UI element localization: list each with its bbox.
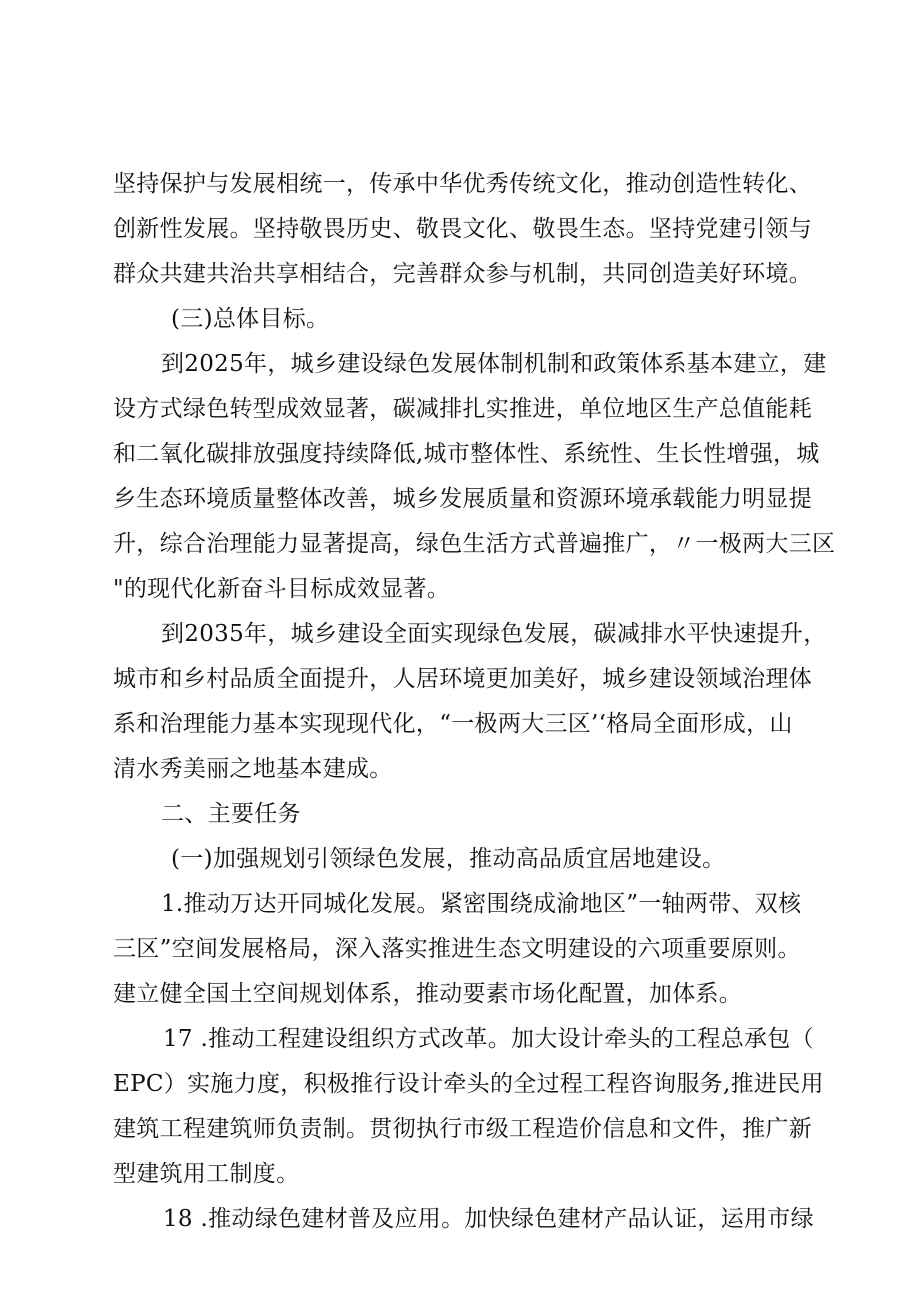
paragraph-line: 创新性发展。坚持敬畏历史、敬畏文化、敬畏生态。坚持党建引领与 <box>113 216 812 242</box>
section-heading: (三)总体目标。 <box>171 306 330 332</box>
paragraph-line: EPC）实施力度，积极推行设计牵头的全过程工程咨询服务,推进民用 <box>113 1071 824 1097</box>
paragraph-line: 17 .推动工程建设组织方式改革。加大设计牵头的工程总承包（ <box>163 1026 814 1052</box>
paragraph-line: 建立健全国土空间规划体系，推动要素市场化配置，加体系。 <box>113 981 743 1007</box>
paragraph-line: 和二氧化碳排放强度持续降低,城市整体性、系统性、生长性增强，城 <box>113 441 820 467</box>
paragraph-line: 到2035年，城乡建设全面实现绿色发展，碳减排水平快速提升， <box>161 621 827 647</box>
paragraph-line: 三区”空间发展格局，深入落实推进生态文明建设的六项重要原则。 <box>113 936 801 962</box>
paragraph-line: 系和治理能力基本实现现代化，“一极两大三区’‘格局全面形成，山 <box>113 711 793 737</box>
paragraph-line: 建筑工程建筑师负责制。贯彻执行市级工程造价信息和文件，推广新 <box>113 1116 812 1142</box>
document-body <box>113 162 836 1242</box>
paragraph-line: 坚持保护与发展相统一，传承中华优秀传统文化，推动创造性转化、 <box>113 171 812 197</box>
paragraph-line: 城市和乡村品质全面提升，人居环境更加美好，城乡建设领域治理体 <box>113 666 812 692</box>
paragraph-line: 设方式绿色转型成效显著，碳减排扎实推进，单位地区生产总值能耗 <box>113 396 812 422</box>
paragraph-line: 乡生态环境质量整体改善，城乡发展质量和资源环境承载能力明显提 <box>113 486 812 512</box>
paragraph-line: 群众共建共治共享相结合，完善群众参与机制，共同创造美好环境。 <box>113 261 812 287</box>
paragraph-line: 到2025年，城乡建设绿色发展体制机制和政策体系基本建立，建 <box>161 351 827 377</box>
section-heading: 二、主要任务 <box>161 801 301 827</box>
paragraph-line: 1.推动万达开同城化发展。紧密围绕成渝地区”一轴两带、双核 <box>161 891 802 917</box>
subsection-heading: (一)加强规划引领绿色发展，推动高品质宜居地建设。 <box>171 846 726 872</box>
paragraph-line: 清水秀美丽之地基本建成。 <box>113 756 393 782</box>
paragraph-line: "的现代化新奋斗目标成效显著。 <box>113 576 451 602</box>
paragraph-line: 18 .推动绿色建材普及应用。加快绿色建材产品认证，运用市绿 <box>163 1206 814 1232</box>
paragraph-line: 升，综合治理能力显著提高，绿色生活方式普遍推广，〃一极两大三区 <box>113 531 836 557</box>
paragraph-line: 型建筑用工制度。 <box>113 1161 300 1187</box>
